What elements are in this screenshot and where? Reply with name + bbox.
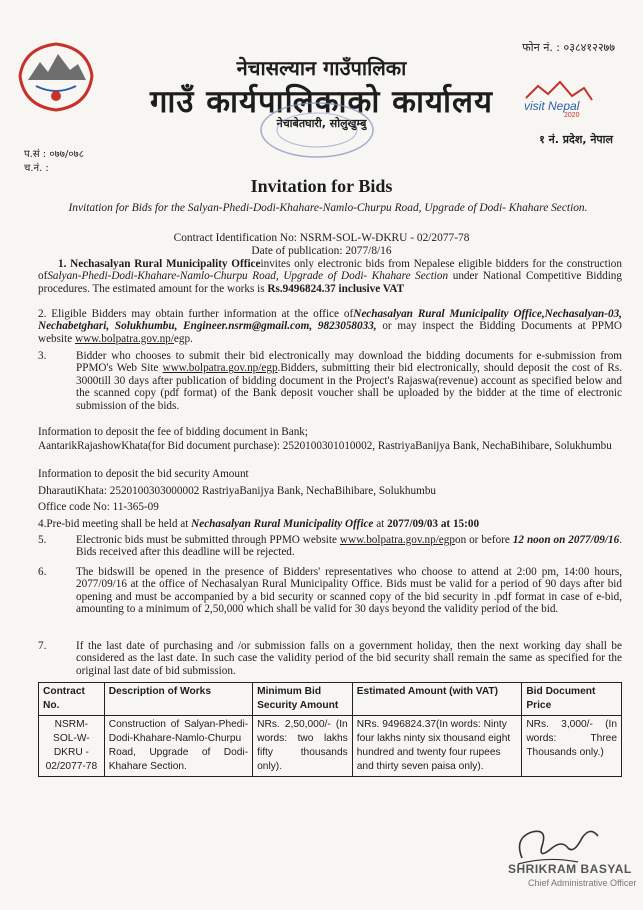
p4-text-a: 4.Pre-bid meeting shall be held at	[38, 518, 192, 530]
visit-nepal-logo	[518, 78, 596, 118]
dispatch-no: च.नं. :	[24, 163, 49, 174]
bids-table	[38, 682, 622, 777]
header-description: Description of Works	[104, 683, 252, 716]
p1-work: Salyan-Phedi-Dodi-Khahare-Namlo-Churpu Road, Upgrade of Dodi- Khahare Section	[47, 270, 449, 283]
paragraph-4	[38, 518, 622, 530]
municipality-name: नेचासल्यान गाउँपालिका	[236, 56, 407, 80]
phone-number: फोन नं. : ०३८४१२२७७	[522, 41, 615, 54]
contract-id: Contract Identification No: NSRM-SOL-W-DKRU - 02/2077-78	[173, 232, 470, 244]
p4-place: Nechasalyan Rural Municipality Office	[191, 518, 374, 530]
p1-amount: Rs.9496824.37 inclusive VAT	[267, 282, 405, 295]
p5-text-b: on or before	[454, 534, 513, 546]
publication-date: Date of publication: 2077/8/16	[251, 245, 392, 257]
paragraph-2	[38, 308, 622, 345]
cell-document-price: NRs. 3,000/- (In words: Three Thousands only.)	[522, 716, 622, 777]
p6-number: 6.	[38, 566, 47, 578]
paragraph-7	[38, 640, 622, 677]
p1-text-a: invites only electronic bids from Nepalese eligible bidders for the construction of	[38, 258, 622, 283]
p5-number: 5.	[38, 534, 47, 546]
visit-nepal-year: 2020	[564, 112, 580, 118]
p7-text: If the last date of purchasing and /or submission falls on a government holiday, then the next working day shall be considered as the last date. In such case the validity period of the bid security shall remain the same as specified for the original last date of bid submission.	[76, 640, 622, 677]
office-address: नेचाबेतघारी, सोलुखुम्बु	[276, 117, 367, 130]
cell-description: Construction of Salyan-Phedi-Dodi-Khahare-Namlo-Churpu Road, Upgrade of Dodi- Khahare Section.	[104, 716, 252, 777]
p6-text: The bidswill be opened in the presence of Bidders' representatives who choose to attend at 2:00 pm, 14:00 hours, 2077/09/16 at the office of Nechasalyan Rural Municipality Office. Bids must be valid for a period of 90 days after bid opening and must be accompanied by a bid security or scanned copy of the bid security in .pdf format in case of e-bid, amounting to a minimum of 2,50,000 which shall be valid for 30 days beyond the validity period of the bid.	[76, 566, 622, 616]
p7-number: 7.	[38, 640, 47, 652]
p2-text-c: egp.	[173, 332, 193, 345]
p5-link[interactable]: www.bolpatra.gov.np/egp	[339, 534, 455, 546]
p4-datetime: 2077/09/03 at 15:00	[387, 518, 480, 530]
signatory-title: Chief Administrative Officer	[528, 878, 637, 888]
cell-bid-security: NRs. 2,50,000/- (In words: two lakhs fifty thousands only).	[253, 716, 353, 777]
table-row	[39, 716, 622, 777]
header-bid-security: Minimum Bid Security Amount	[253, 683, 353, 716]
p4-text-b: at	[373, 518, 388, 530]
p5-deadline: 12 noon on 2077/09/16	[512, 534, 620, 546]
header-document-price: Bid Document Price	[522, 683, 622, 716]
reference-numbers	[24, 148, 84, 176]
header-contract-no: Contract No.	[39, 683, 105, 716]
notice-title: Invitation for Bids	[250, 176, 393, 196]
signatory-name: SHRIKRAM BASYAL	[508, 862, 632, 876]
p3-number: 3.	[38, 350, 47, 362]
header-estimated-amount: Estimated Amount (with VAT)	[352, 683, 522, 716]
table-header-row	[39, 683, 622, 716]
paragraph-3	[38, 350, 622, 412]
p3-text-b: .Bidders, submitting their bid electronically, should deposit the cost of Rs. 3000till 30 days after publication of bidding document in the Project's Rajaswa(revenue) account as specified below and the scanned copy (pdf format) of the Bank deposit voucher shall be uploaded by the bidder at the time of electronic submission of the bids.	[76, 362, 623, 412]
p1-text-b: under National Competitive Bidding procedures. The estimated amount for the works is	[38, 270, 622, 295]
office-name: गाउँ कार्यपालिकाको कार्यालय	[149, 84, 494, 120]
p3-text-a: Bidder who chooses to submit their bid electronically may download the bidding documents for e-submission from PPMO's Web Site	[76, 350, 622, 375]
security-account: DharautiKhata: 2520100303000002 RastriyaBanijya Bank, NechaBihibare, Solukhumbu	[38, 485, 437, 497]
paragraph-6	[38, 566, 622, 616]
p5-text-a: Electronic bids must be submitted through PPMO website	[76, 534, 340, 546]
ref-no: प.सं : ०७७/०७८	[24, 149, 84, 160]
cell-estimated-amount: NRs. 9496824.37(In words: Ninty four lakhs ninty six thousand eight hundred and twenty four rupees and thirty seven paisa only).	[352, 716, 522, 777]
p2-office: Nechasalyan Rural Municipality Office,Nechasalyan-03, Nechabetghari, Solukhumbu, Engineer.nsrm@gmail.com, 9823058033,	[38, 308, 622, 333]
province: १ नं. प्रदेश, नेपाल	[539, 133, 613, 146]
p2-text-b: or may inspect the Bidding Documents at PPMO website	[38, 320, 622, 345]
p2-text-a: 2. Eligible Bidders may obtain further information at the office of	[38, 308, 354, 320]
p5-text-c: . Bids received after this deadline will be rejected.	[76, 534, 622, 559]
visit-nepal-text: visit Nepal	[524, 99, 580, 113]
paragraph-5	[38, 534, 622, 559]
p2-link[interactable]: www.bolpatra.gov.np/	[74, 332, 174, 345]
paragraph-1	[38, 258, 622, 295]
fee-heading: Information to deposit the fee of bidding document in Bank;	[38, 426, 308, 438]
notice-subtitle: Invitation for Bids for the Salyan-Phedi-Dodi-Khahare-Namlo-Churpu Road, Upgrade of Dodi- Khahare Section.	[68, 202, 588, 214]
security-heading: Information to deposit the bid security Amount	[38, 468, 249, 480]
fee-account: AantarikRajashowKhata(for Bid document purchase): 2520100301010002, RastriyaBanijya Bank, NechaBihibare, Solukhumbu	[38, 440, 612, 452]
office-seal	[258, 100, 376, 160]
p1-lead: 1. Nechasalyan Rural Municipality Office	[58, 258, 261, 270]
p3-link[interactable]: www.bolpatra.gov.np/egp	[162, 362, 278, 375]
cell-contract-no: NSRM-SOL-W-DKRU - 02/2077-78	[39, 716, 105, 777]
office-code: Office code No: 11-365-09	[38, 501, 159, 513]
